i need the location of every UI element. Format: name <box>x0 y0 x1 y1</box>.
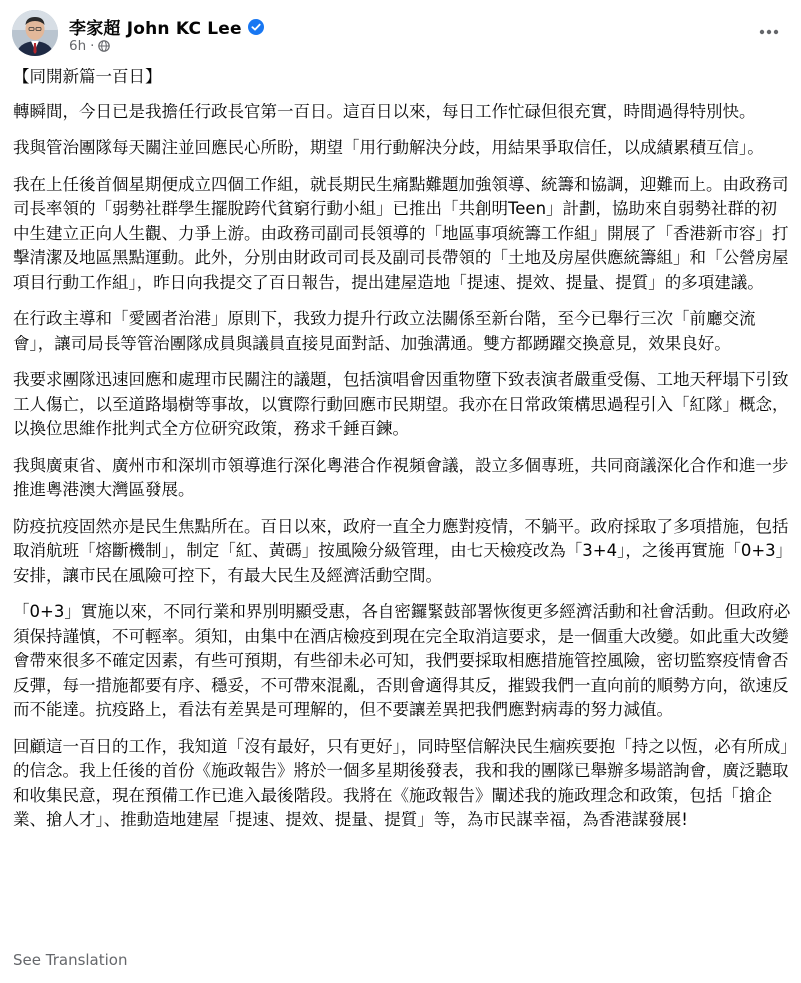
post-paragraph: 回顧這一百日的工作，我知道「沒有最好，只有更好」，同時堅信解決民生痼疾要抱「持之以恆，必有所成」的信念。我上任後的首份《施政報告》將於一個多星期後發表，我和我的團隊已舉辦多場諮詢會，廣泛聽取和收集民意，現在預備工作已進入最後階段。我將在《施政報告》闡述我的施政理念和政策，包括「搶企業、搶人才」、推動造地建屋「提速、提效、提量、提質」等，為市民謀幸福，為香港謀發展! <box>13 736 789 829</box>
post-paragraph: 在行政主導和「愛國者治港」原則下，我致力提升行政立法關係至新台階，至今已舉行三次「前廳交流會」，讓司局長等管治團隊成員與議員直接見面對話、加強溝通。雙方都踴躍交換意見，效果良好。 <box>13 309 756 353</box>
see-translation-link[interactable]: See Translation <box>13 951 128 969</box>
globe-icon[interactable] <box>98 40 110 52</box>
author-name[interactable]: 李家超 John KC Lee <box>69 19 242 39</box>
post-paragraph: 防疫抗疫固然亦是民生焦點所在。百日以來，政府一直全力應對疫情，不躺平。政府採取了多項措施，包括取消航班「熔斷機制」，制定「紅、黃碼」按風險分級管理，由七天檢疫改為「3+4」，之後再實施「0+3」安排，讓市民在風險可控下，有最大民生及經濟活動空間。 <box>13 516 793 585</box>
post-header <box>12 10 789 56</box>
post-timestamp[interactable]: 6h <box>69 38 87 54</box>
author-name-row <box>69 14 264 39</box>
post-body <box>13 65 793 845</box>
author-avatar[interactable] <box>12 10 58 56</box>
ellipsis-icon <box>759 29 779 35</box>
post-paragraph: 我在上任後首個星期便成立四個工作組，就長期民生痛點難題加強領導、統籌和協調，迎難而上。由政務司司長率領的「弱勢社群學生擺脫跨代貧窮行動小組」已推出「共創明Teen」計劃，協助來自弱勢社群的初中生建立正向人生觀、力爭上游。由政務司副司長領導的「地區事項統籌工作組」開展了「香港新市容」打擊清潔及地區黑點運動。此外，分別由財政司司長及副司長帶領的「土地及房屋供應統籌組」和「公營房屋項目行動工作組」，昨日向我提交了百日報告，提出建屋造地「提速、提效、提量、提質」的多項建議。 <box>13 174 789 292</box>
post-meta <box>69 38 110 54</box>
post-paragraph: 我與廣東省、廣州市和深圳市領導進行深化粵港合作視頻會議，設立多個專班，共同商議深化合作和進一步推進粵港澳大灣區發展。 <box>13 455 789 499</box>
post-title: 【同開新篇一百日】 <box>13 67 162 86</box>
verified-badge-icon <box>248 19 264 35</box>
more-options-button[interactable] <box>753 16 785 48</box>
meta-separator: · <box>90 38 95 54</box>
post-paragraph: 轉瞬間，今日已是我擔任行政長官第一百日。這百日以來，每日工作忙碌但很充實，時間過得特別快。 <box>13 101 756 121</box>
post-paragraph: 我要求團隊迅速回應和處理市民關注的議題，包括演唱會因重物墮下致表演者嚴重受傷、工地天秤塌下引致工人傷亡，以至道路塌樹等事故，以實際行動回應市民期望。我亦在日常政策構思過程引入「紅隊」概念，以換位思維作批判式全方位研究政策，務求千錘百鍊。 <box>13 370 789 438</box>
avatar-portrait-image <box>12 10 58 56</box>
post-paragraph: 「0+3」實施以來，不同行業和界別明顯受惠，各自密鑼緊鼓部署恢復更多經濟活動和社會活動。但政府必須保持謹慎，不可輕率。須知，由集中在酒店檢疫到現在完全取消這要求，是一個重大改變。如此重大改變會帶來很多不確定因素，有些可預期，有些卻未必可知，我們要採取相應措施管控風險，密切監察疫情會否反彈，每一措施都要有序、穩妥，不可帶來混亂，否則會適得其反，摧毀我們一直向前的順勢方向，欲速反而不能達。抗疫路上，看法有差異是可理解的，但不要讓差異把我們應對病毒的努力減值。 <box>13 602 791 719</box>
post-paragraph: 我與管治團隊每天關注並回應民心所盼，期望「用行動解決分歧，用結果爭取信任，以成績累積互信」。 <box>13 138 764 157</box>
